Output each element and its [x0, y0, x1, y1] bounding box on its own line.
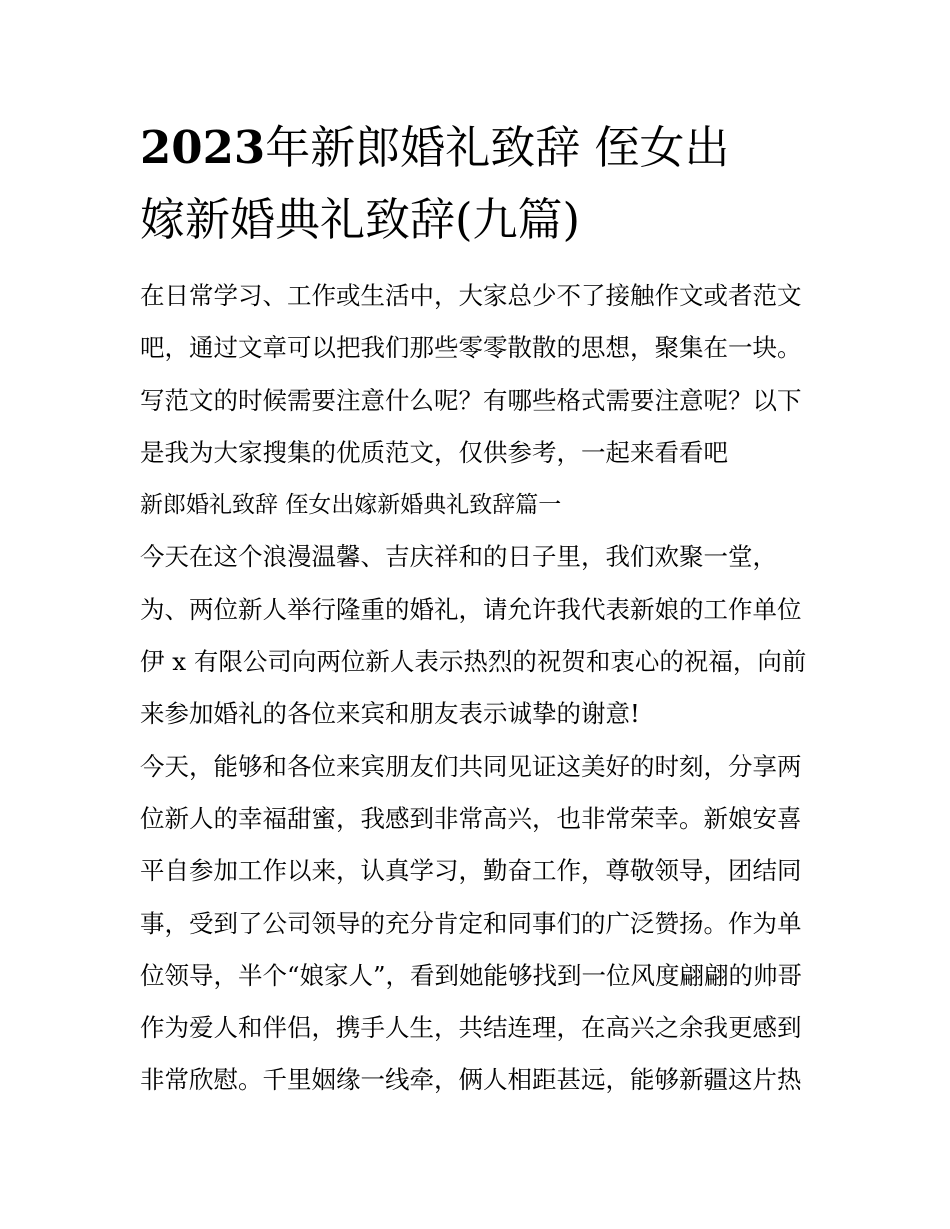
paragraph-1-line: 为、两位新人举行隆重的婚礼，请允许我代表新娘的工作单位 [140, 594, 802, 624]
intro-paragraph [140, 270, 812, 479]
intro-line: 在日常学习、工作或生活中，大家总少不了接触作文或者范文 [140, 281, 802, 310]
paragraph-2-line: 今天，能够和各位来宾朋友们共同见证这美好的时刻，分享两 [140, 751, 802, 781]
paragraph-2-line: 位领导，半个“娘家人”，看到她能够找到一位风度翩翩的帅哥 [140, 960, 803, 990]
paragraph-2-line: 非常欣慰。千里姻缘一线牵，俩人相距甚远，能够新疆这片热 [140, 1065, 802, 1095]
paragraph-1 [140, 531, 812, 740]
document-content [140, 112, 812, 1107]
title-line-2: 嫁新婚典礼致辞(九篇) [140, 193, 581, 246]
paragraph-2 [140, 741, 812, 1107]
section-heading: 新郎婚礼致辞 侄女出嫁新婚典礼致辞篇一 [140, 492, 562, 519]
document-body [140, 270, 812, 1107]
paragraph-2-line: 作为爱人和伴侣，携手人生，共结连理，在高兴之余我更感到 [140, 1013, 802, 1043]
document-title [140, 112, 812, 256]
intro-line: 吧，通过文章可以把我们那些零零散散的思想，聚集在一块。 [140, 333, 802, 363]
paragraph-2-line: 平自参加工作以来，认真学习，勤奋工作，尊敬领导，团结同 [140, 856, 802, 886]
intro-line: 写范文的时候需要注意什么呢？有哪些格式需要注意呢？以下 [140, 385, 802, 415]
paragraph-1-line: 来参加婚礼的各位来宾和朋友表示诚挚的谢意! [140, 699, 640, 729]
title-line-1 [140, 112, 812, 184]
paragraph-1-line: 伊 x 有限公司向两位新人表示热烈的祝贺和衷心的祝福，向前 [140, 647, 807, 677]
paragraph-2-line: 位新人的幸福甜蜜，我感到非常高兴，也非常荣幸。新娘安喜 [140, 803, 802, 833]
intro-line: 是我为大家搜集的优质范文，仅供参考，一起来看看吧 [140, 437, 728, 467]
title-line-1-text: 年新郎婚礼致辞 侄女出 [265, 121, 730, 174]
paragraph-1-line: 今天在这个浪漫温馨、吉庆祥和的日子里，我们欢聚一堂， [140, 542, 777, 572]
title-year: 2023 [140, 121, 266, 174]
paragraph-2-line: 事，受到了公司领导的充分肯定和同事们的广泛赞扬。作为单 [140, 908, 802, 938]
